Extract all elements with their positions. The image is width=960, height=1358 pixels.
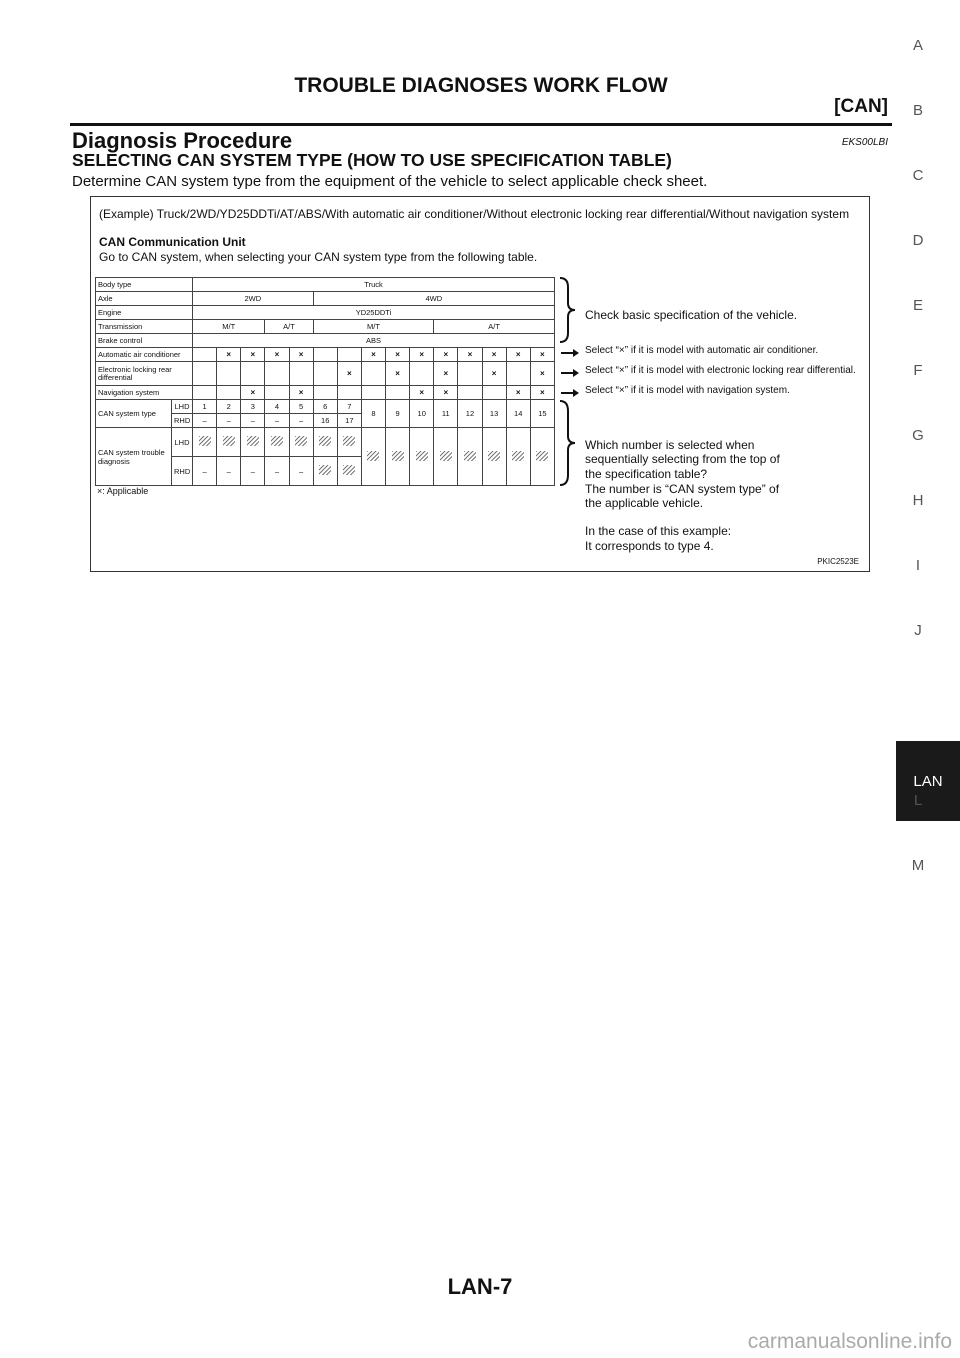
- row-nav: [96, 386, 555, 400]
- diagnosis-symbol: [464, 451, 476, 461]
- type-value: 2: [217, 400, 241, 414]
- diagnosis-symbol: [271, 436, 283, 446]
- section-tab-m[interactable]: M: [911, 857, 925, 874]
- type-value: 13: [482, 400, 506, 428]
- spec-table: [95, 277, 555, 486]
- type-value: 1: [193, 400, 217, 414]
- mark: ×: [506, 348, 530, 362]
- page-header-subtitle: [CAN]: [834, 96, 888, 117]
- note-which-3: the specification table?: [585, 467, 708, 481]
- note-which-1: Which number is selected when: [585, 438, 755, 452]
- mark: ×: [337, 362, 361, 386]
- brace-icon: [558, 400, 578, 486]
- arrow-icon: [561, 372, 575, 374]
- row-aircon: [96, 348, 555, 362]
- diagnosis-symbol: [247, 436, 259, 446]
- diagnosis-symbol: [223, 436, 235, 446]
- mark: ×: [482, 348, 506, 362]
- dash: –: [265, 457, 289, 486]
- row-trouble-lhd: [96, 428, 555, 457]
- arrow-icon: [561, 352, 575, 354]
- row-transmission: [96, 320, 555, 334]
- type-value: 9: [386, 400, 410, 428]
- mark: ×: [361, 348, 385, 362]
- goto-line: Go to CAN system, when selecting your CAN system type from the following table.: [99, 250, 538, 264]
- label-aircon: Automatic air conditioner: [96, 348, 193, 362]
- unit-title: CAN Communication Unit: [99, 235, 246, 249]
- type-value: 12: [458, 400, 482, 428]
- note-example-2: It corresponds to type 4.: [585, 539, 714, 553]
- type-value: 3: [241, 400, 265, 414]
- row-elr: [96, 362, 555, 386]
- section-tab-h[interactable]: H: [912, 492, 924, 509]
- note-which-2: sequentially selecting from the top of: [585, 452, 780, 466]
- diagnosis-symbol: [416, 451, 428, 461]
- section-tab-g[interactable]: G: [912, 427, 924, 444]
- section-tab-lan-active[interactable]: LAN: [896, 741, 960, 821]
- value-at-1: A/T: [265, 320, 313, 334]
- type-value: 7: [337, 400, 361, 414]
- section-tab-i[interactable]: I: [915, 557, 921, 574]
- mark: ×: [289, 386, 313, 400]
- mark: ×: [241, 386, 265, 400]
- type-value: 10: [410, 400, 434, 428]
- mark: ×: [530, 386, 554, 400]
- mark: ×: [410, 386, 434, 400]
- type-value: 8: [361, 400, 385, 428]
- type-value: 14: [506, 400, 530, 428]
- value-4wd: 4WD: [313, 292, 554, 306]
- section-tab-d[interactable]: D: [912, 232, 924, 249]
- mark: ×: [410, 348, 434, 362]
- figure-id: PKIC2523E: [817, 557, 859, 566]
- value-abs: ABS: [193, 334, 555, 348]
- diagnosis-symbol: [367, 451, 379, 461]
- note-elr: Select “×” if it is model with electronic locking rear differential.: [585, 365, 856, 376]
- note-which-4: The number is “CAN system type” of: [585, 482, 780, 496]
- type-value: 16: [313, 414, 337, 428]
- label-type: CAN system type: [96, 400, 172, 428]
- mark: ×: [482, 362, 506, 386]
- diagnosis-symbol: [512, 451, 524, 461]
- row-brake: [96, 334, 555, 348]
- dash: –: [217, 457, 241, 486]
- value-at-2: A/T: [434, 320, 555, 334]
- label-body-type: Body type: [96, 278, 193, 292]
- label-lhd: LHD: [172, 400, 193, 414]
- note-example-1: In the case of this example:: [585, 524, 732, 538]
- section-code: EKS00LBI: [841, 137, 888, 148]
- label-nav: Navigation system: [96, 386, 193, 400]
- mark: ×: [386, 362, 410, 386]
- brace-icon: [558, 277, 578, 343]
- type-value: –: [193, 414, 217, 428]
- note-basic: Check basic specification of the vehicle.: [585, 308, 798, 322]
- header-rule: [70, 123, 892, 126]
- type-value: 15: [530, 400, 554, 428]
- section-title: Diagnosis Procedure: [72, 128, 293, 153]
- section-tab-f[interactable]: F: [913, 362, 923, 379]
- mark: ×: [434, 386, 458, 400]
- diagnosis-symbol: [536, 451, 548, 461]
- label-trouble: CAN system trouble diagnosis: [96, 428, 172, 486]
- value-mt-2: M/T: [313, 320, 434, 334]
- mark: ×: [506, 386, 530, 400]
- section-tab-e[interactable]: E: [912, 297, 923, 314]
- type-value: –: [241, 414, 265, 428]
- type-value: 6: [313, 400, 337, 414]
- diagnosis-symbol: [440, 451, 452, 461]
- type-value: 4: [265, 400, 289, 414]
- value-truck: Truck: [193, 278, 555, 292]
- note-aircon: Select “×” if it is model with automatic air conditioner.: [585, 345, 819, 356]
- mark: ×: [530, 362, 554, 386]
- type-value: –: [289, 414, 313, 428]
- section-tab-b[interactable]: B: [912, 102, 923, 119]
- diagnosis-symbol: [488, 451, 500, 461]
- note-which-5: the applicable vehicle.: [585, 496, 704, 510]
- section-subtitle: SELECTING CAN SYSTEM TYPE (HOW TO USE SPECIFICATION TABLE): [72, 150, 672, 170]
- dash: –: [289, 457, 313, 486]
- diagnosis-symbol: [343, 465, 355, 475]
- legend: ×: Applicable: [97, 486, 149, 496]
- label-rhd: RHD: [172, 457, 193, 486]
- row-body-type: [96, 278, 555, 292]
- arrow-icon: [561, 392, 575, 394]
- mark: ×: [458, 348, 482, 362]
- mark: ×: [217, 348, 241, 362]
- page-number: LAN-7: [447, 1274, 513, 1299]
- type-value: 11: [434, 400, 458, 428]
- mark: ×: [434, 348, 458, 362]
- label-transmission: Transmission: [96, 320, 193, 334]
- example-line: (Example) Truck/2WD/YD25DDTi/AT/ABS/With automatic air conditioner/Without electronic locking rear differential/Without navigation system: [99, 207, 850, 221]
- value-engine: YD25DDTi: [193, 306, 555, 320]
- type-value: –: [217, 414, 241, 428]
- diagnosis-symbol: [319, 465, 331, 475]
- diagnosis-symbol: [295, 436, 307, 446]
- mark: ×: [386, 348, 410, 362]
- mark: ×: [434, 362, 458, 386]
- label-lhd: LHD: [172, 428, 193, 457]
- type-value: 17: [337, 414, 361, 428]
- label-axle: Axle: [96, 292, 193, 306]
- section-index-sidebar: [896, 0, 960, 1358]
- label-engine: Engine: [96, 306, 193, 320]
- label-rhd: RHD: [172, 414, 193, 428]
- label-elr: Electronic locking rear differential: [96, 362, 193, 386]
- section-tab-l[interactable]: L: [913, 792, 923, 809]
- mark: ×: [289, 348, 313, 362]
- note-nav: Select “×” if it is model with navigation system.: [585, 385, 790, 396]
- type-value: –: [265, 414, 289, 428]
- row-engine: [96, 306, 555, 320]
- row-axle: [96, 292, 555, 306]
- dash: –: [241, 457, 265, 486]
- page-header-title: TROUBLE DIAGNOSES WORK FLOW: [294, 74, 668, 97]
- mark: ×: [265, 348, 289, 362]
- section-tab-c[interactable]: C: [912, 167, 924, 184]
- diagnosis-symbol: [319, 436, 331, 446]
- value-2wd: 2WD: [193, 292, 314, 306]
- section-tab-j[interactable]: J: [914, 622, 922, 639]
- intro-text: Determine CAN system type from the equipment of the vehicle to select applicable check sheet.: [72, 173, 708, 190]
- diagnosis-symbol: [199, 436, 211, 446]
- value-mt-1: M/T: [193, 320, 265, 334]
- section-tab-a[interactable]: A: [912, 37, 923, 54]
- diagnosis-symbol: [343, 436, 355, 446]
- diagnosis-symbol: [392, 451, 404, 461]
- watermark: carmanualsonline.info: [747, 1330, 952, 1353]
- label-brake: Brake control: [96, 334, 193, 348]
- row-type-lhd: [96, 400, 555, 414]
- spec-table-figure: [90, 196, 870, 572]
- mark: ×: [530, 348, 554, 362]
- dash: –: [193, 457, 217, 486]
- type-value: 5: [289, 400, 313, 414]
- mark: ×: [241, 348, 265, 362]
